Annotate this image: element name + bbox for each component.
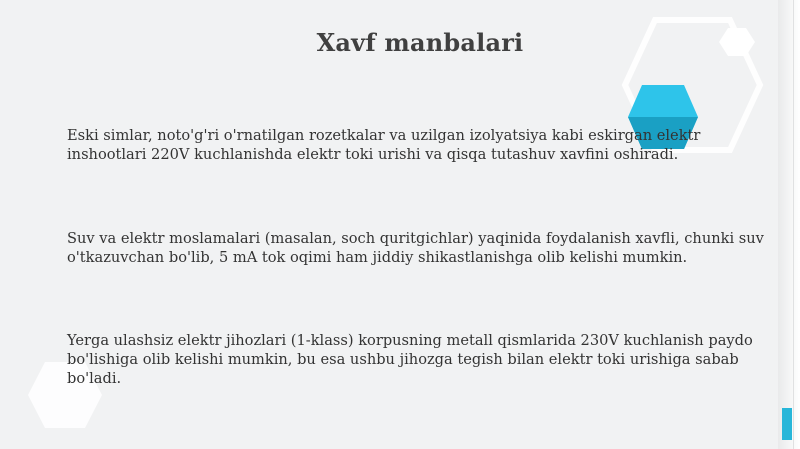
slide-title: Xavf manbalari: [316, 28, 524, 57]
paragraph-ungrounded-equipment: Yerga ulashsiz elektr jihozlari (1-klass) korpusning metall qismlarida 230V kuchlanish paydo bo'lishiga olib kelishi mumkin, bu esa ushbu jihozga tegish bilan elektr toki urishiga sabab bo'ladi.: [67, 332, 753, 387]
hexagon-white-small: [719, 28, 755, 56]
paragraph-old-wiring: Eski simlar, noto'g'ri o'rnatilgan rozetkalar va uzilgan izolyatsiya kabi eskirgan elektr inshootlari 220V kuchlanishda elektr toki urishi va qisqa tutashuv xavfini oshiradi.: [67, 127, 701, 163]
paragraph-water-devices: Suv va elektr moslamalari (masalan, soch quritgichlar) yaqinida foydalanish xavfli, chunki suv o'tkazuvchan bo'lib, 5 mA tok oqimi ham jiddiy shikastlanishga olib kelishi mumkin.: [67, 230, 764, 266]
accent-bar: [782, 408, 792, 440]
